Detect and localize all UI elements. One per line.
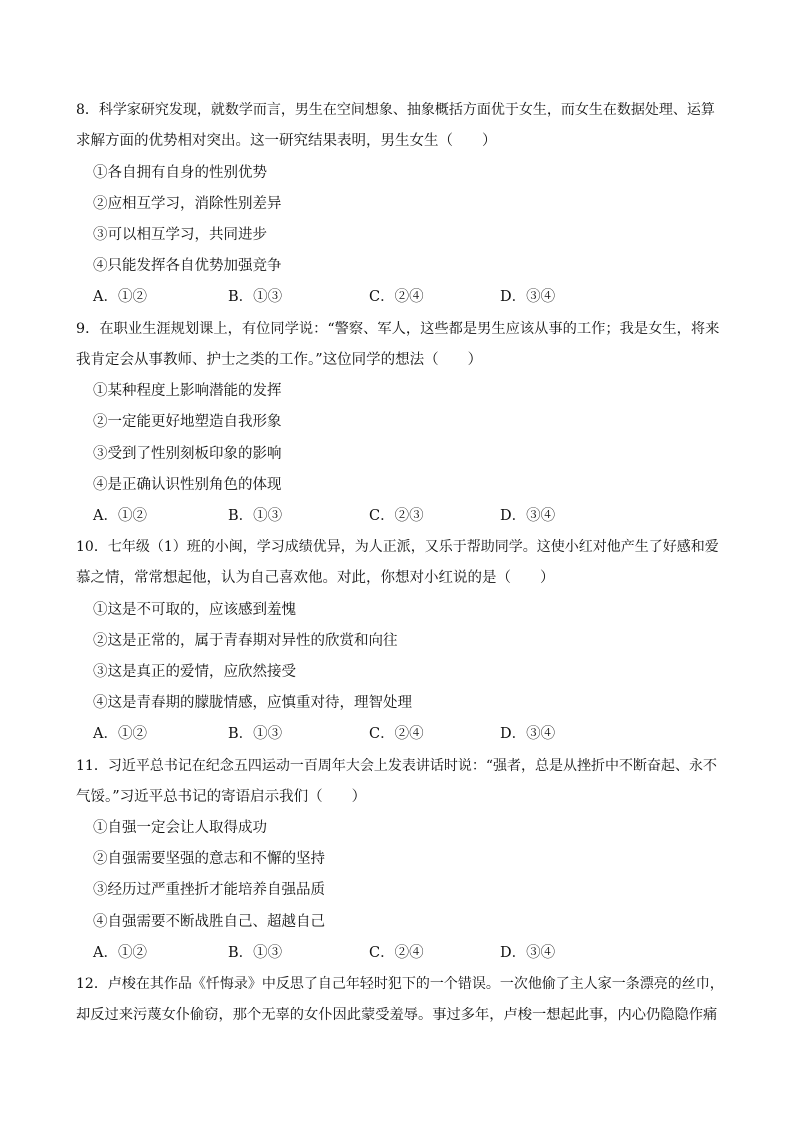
question-8-statement-2: ②应相互学习，消除性别差异 [93,196,282,212]
question-9-statement-2: ②一定能更好地塑造自我形象 [93,414,282,430]
question-8-option-a: A．①② [93,289,147,305]
question-10-option-c: C．②④ [369,726,424,742]
question-10-option-a: A．①② [93,726,147,742]
question-10-stem-line-2: 慕之情，常常想起他，认为自己喜欢他。对此，你想对小红说的是（ ） [76,570,555,586]
question-9-statement-3: ③受到了性别刻板印象的影响 [93,446,282,462]
question-8-stem-line-1: 8．科学家研究发现，就数学而言，男生在空间想象、抽象概括方面优于女生，而女生在数据处理、运算 [76,102,715,118]
question-10-statement-1: ①这是不可取的，应该感到羞愧 [93,602,296,618]
question-9-option-c: C．②③ [369,508,424,524]
question-9-statement-1: ①某种程度上影响潜能的发挥 [93,383,282,399]
question-8-option-b: B．①③ [228,289,283,305]
question-11-stem-line-2: 气馁。”习近平总书记的寄语启示我们（ ） [76,789,367,805]
question-9-option-d: D．③④ [500,508,556,524]
question-8-statement-4: ④只能发挥各自优势加强竞争 [93,258,282,274]
question-9-statement-4: ④是正确认识性别角色的体现 [93,477,282,493]
question-11-statement-1: ①自强一定会让人取得成功 [93,820,267,836]
question-9-option-a: A．①② [93,508,147,524]
question-10-statement-4: ④这是青春期的朦胧情感，应慎重对待，理智处理 [93,695,412,711]
question-9-stem-line-2: 我肯定会从事教师、护士之类的工作。”这位同学的想法（ ） [76,352,483,368]
question-10-statement-3: ③这是真正的爱情，应欣然接受 [93,664,296,680]
question-11-option-d: D．③④ [500,945,556,961]
question-11-statement-4: ④自强需要不断战胜自己、超越自己 [93,914,325,930]
question-11-statement-2: ②自强需要坚强的意志和不懈的坚持 [93,851,325,867]
question-12-stem-line-1: 12．卢梭在其作品《忏悔录》中反思了自己年轻时犯下的一个错误。一次他偷了主人家一条漂亮的丝巾， [76,976,724,992]
question-9-stem-line-1: 9．在职业生涯规划课上，有位同学说：“警察、军人，这些都是男生应该从事的工作；我是女生，将来 [76,321,720,337]
question-11-statement-3: ③经历过严重挫折才能培养自强品质 [93,882,325,898]
question-12-stem-line-2: 却反过来污蔑女仆偷窃，那个无辜的女仆因此蒙受羞辱。事过多年，卢梭一想起此事，内心仍隐隐作痛 [76,1007,718,1023]
question-10-option-d: D．③④ [500,726,556,742]
question-10-option-b: B．①③ [228,726,283,742]
question-11-option-c: C．②④ [369,945,424,961]
question-10-stem-line-1: 10．七年级（1）班的小闽，学习成绩优异，为人正派，又乐于帮助同学。这使小红对他产生了好感和爱 [76,539,719,555]
question-11-option-a: A．①② [93,945,147,961]
question-10-statement-2: ②这是正常的，属于青春期对异性的欣赏和向往 [93,633,398,649]
question-8-option-c: C．②④ [369,289,424,305]
question-9-option-b: B．①③ [228,508,283,524]
question-11-option-b: B．①③ [228,945,283,961]
question-8-option-d: D．③④ [500,289,556,305]
question-11-stem-line-1: 11．习近平总书记在纪念五四运动一百周年大会上发表讲话时说：“强者，总是从挫折中不断奋起、永不 [76,758,717,774]
question-8-stem-line-2: 求解方面的优势相对突出。这一研究结果表明，男生女生（ ） [76,133,497,149]
question-8-statement-1: ①各自拥有自身的性别优势 [93,165,267,181]
question-8-statement-3: ③可以相互学习，共同进步 [93,227,267,243]
